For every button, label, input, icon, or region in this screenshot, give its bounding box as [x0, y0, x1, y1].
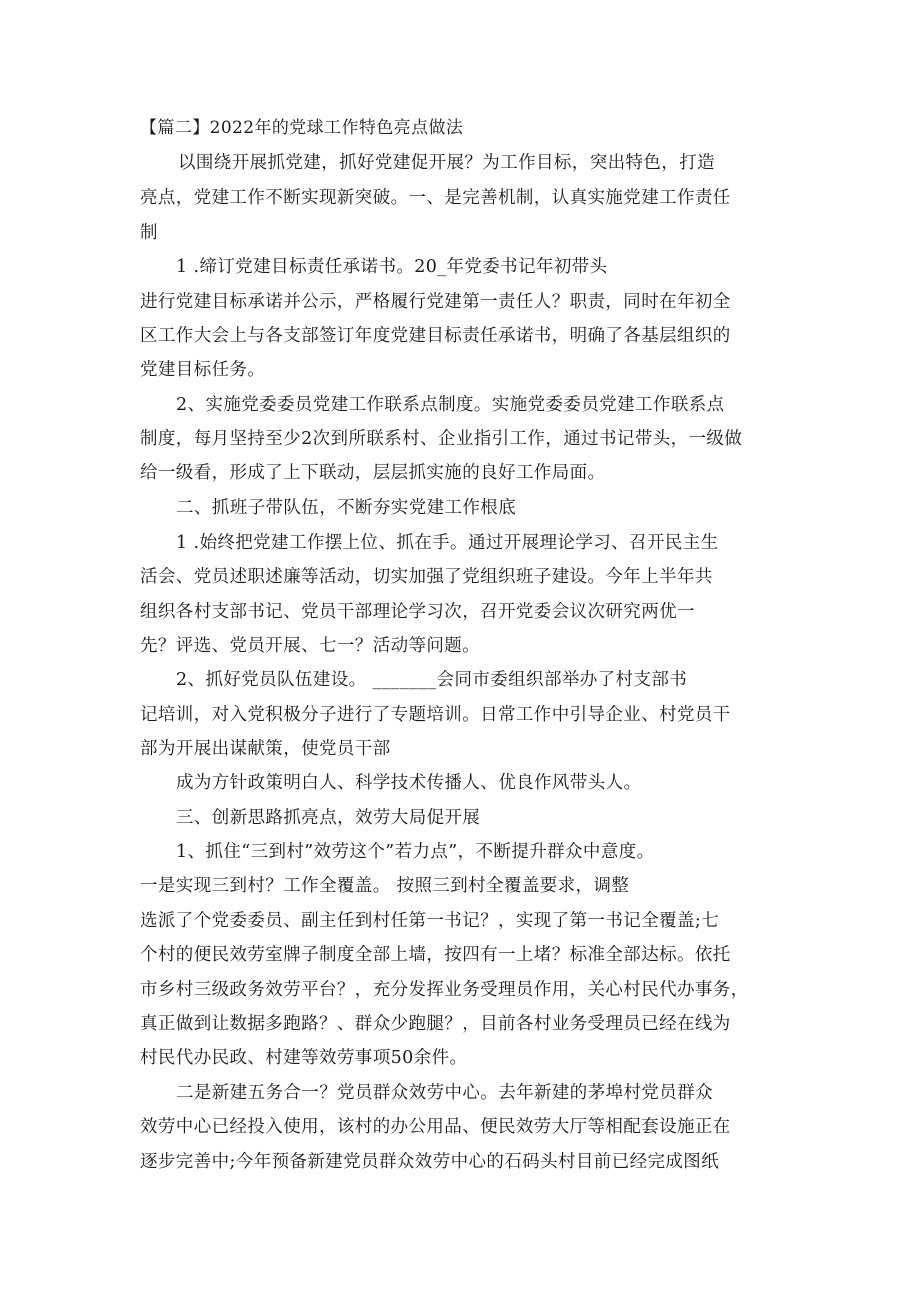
text-line: 以围绕开展抓党建，抓好党建促开展？为工作目标，突出特色，打造: [178, 153, 715, 173]
text-line: 记培训，对入党积极分子进行了专题培训。日常工作中引导企业、村党员干: [140, 705, 731, 725]
text-line: 2、实施党委委员党建工作联系点制度。实施党委委员党建工作联系点: [176, 395, 725, 415]
text-line: 效劳中心已经投入使用，该村的办公用品、便民效劳大厅等相配套设施正在: [140, 1117, 731, 1137]
text-line: 进行党建目标承诺并公示，严格履行党建第一责任人？职责，同时在年初全: [140, 292, 731, 312]
text-line: 区工作大会上与各支部签订年度党建目标责任承诺书，明确了各基层组织的: [140, 326, 731, 346]
text-line: 真正做到让数据多跑路？、群众少跑腿？，目前各村业务受理员已经在线为: [140, 1014, 731, 1034]
text-line: 2、抓好党员队伍建设。 _______会同市委组织部举办了村支部书: [176, 670, 688, 690]
document-title: 【篇二】2022年的党球工作特色亮点做法: [140, 118, 464, 138]
text-line: 1、抓住“三到村”效劳这个”若力点”，不断提升群众中意度。: [176, 842, 655, 862]
text-line: 二是新建五务合一？党员群众效劳中心。去年新建的茅埠村党员群众: [176, 1083, 713, 1103]
text-line: 村民代办民政、村建等效劳事项50余件。: [140, 1048, 468, 1068]
text-line: 活会、党员述职述廉等活动，切实加强了党组织班子建设。今年上半年共: [140, 567, 713, 587]
text-line: 给一级看，形成了上下联动，层层抓实施的良好工作局面。: [140, 463, 606, 483]
text-line: 市乡村三级政务效劳平台？，充分发挥业务受理员作用，关心村民代办事务，: [140, 980, 749, 1000]
text-line: 一是实现三到村？工作全覆盖。 按照三到村全覆盖要求，调整: [140, 876, 630, 896]
text-line: 1 .缔订党建目标责任承诺书。20_年党委书记年初带头: [176, 257, 608, 277]
text-line: 党建目标任务。: [140, 360, 266, 380]
text-line: 成为方针政策明白人、科学技术传播人、优良作风带头人。: [176, 773, 642, 793]
text-line: 亮点，党建工作不断实现新突破。一、是完善机制，认真实施党建工作责任: [140, 188, 731, 208]
text-line: 三、创新思路抓亮点，效劳大局促开展: [176, 808, 481, 828]
text-line: 二、抓班子带队伍，不断夯实党建工作根底: [176, 498, 517, 518]
text-line: 制度，每月坚持至少2次到所联系村、企业指引工作，通过书记带头，一级做: [140, 429, 743, 449]
text-line: 制: [140, 223, 158, 243]
text-line: 先？评选、党员开展、七一？活动等问题。: [140, 636, 481, 656]
text-line: 逐步完善中;今年预备新建党员群众效劳中心的石码头村目前已经完成图纸: [140, 1152, 720, 1172]
text-line: 1 .始终把党建工作摆上位、抓在手。通过开展理论学习、召开民主生: [176, 533, 719, 553]
text-line: 个村的便民效劳室牌子制度全部上墙，按四有一上堵？标准全部达标。依托: [140, 945, 731, 965]
text-line: 选派了个党委委员、副主任到村任第一书记？，实现了第一书记全覆盖;七: [140, 911, 720, 931]
text-line: 部为开展出谋献策，使党员干部: [140, 739, 391, 759]
text-line: 组织各村支部书记、党员干部理论学习次，召开党委会议次研究两优一: [140, 602, 695, 622]
